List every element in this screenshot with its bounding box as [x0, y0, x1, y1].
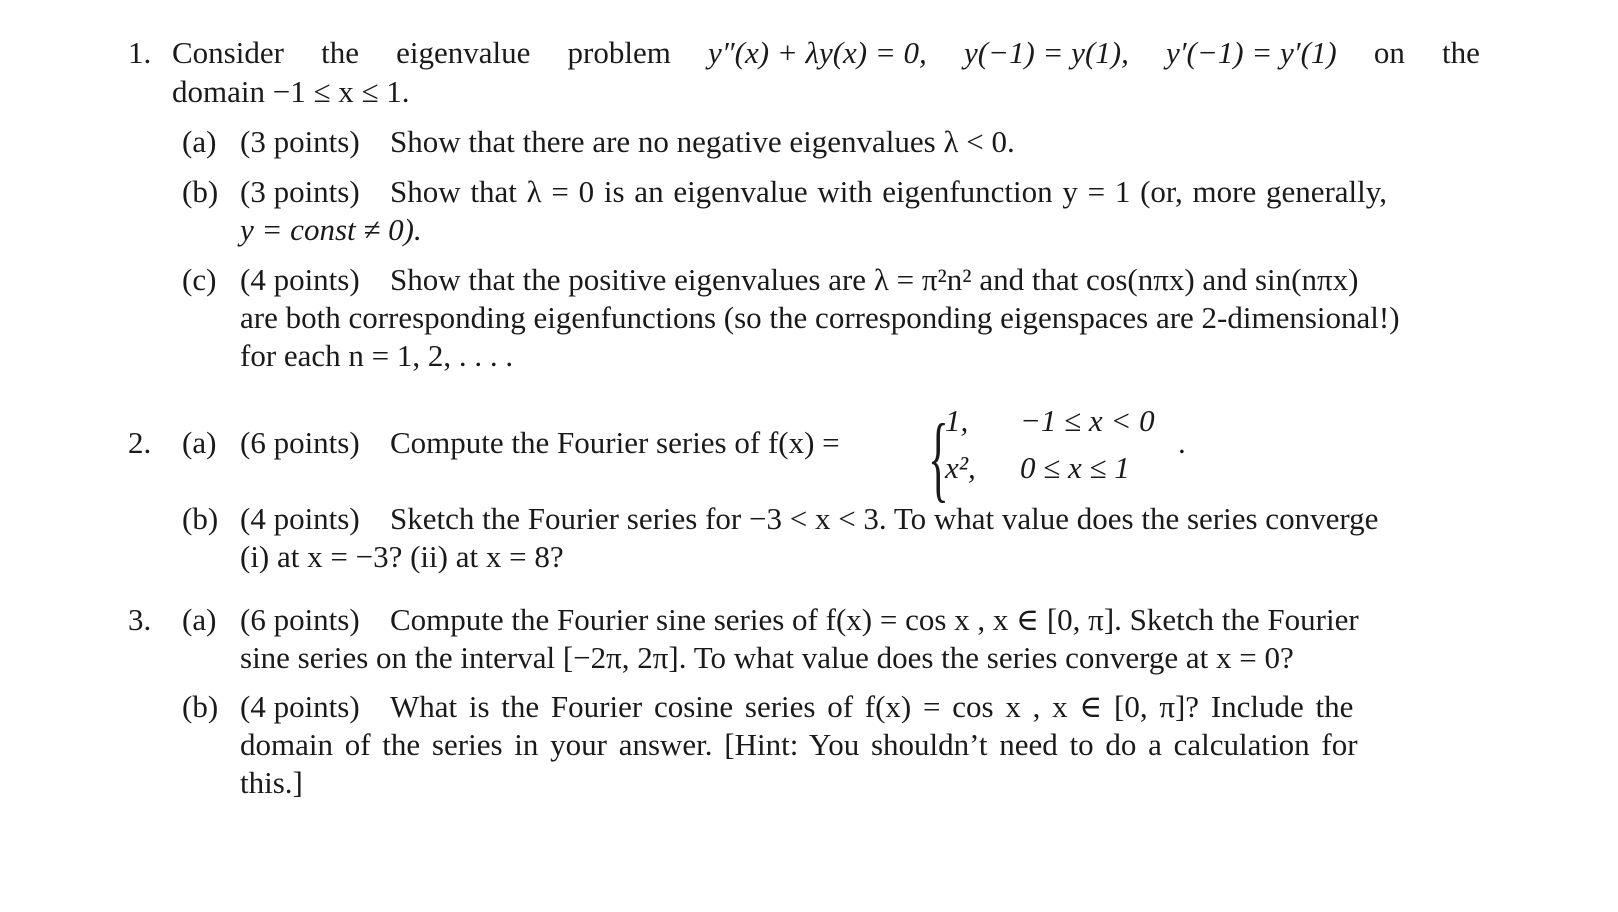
part-label: (c) [182, 262, 217, 297]
part-text-line: for each n = 1, 2, . . . . [240, 338, 514, 373]
part-points: (6 points) [240, 602, 360, 637]
left-brace-icon: { [928, 404, 949, 511]
piecewise-value: 1, [945, 403, 969, 438]
part-label: (a) [182, 602, 217, 637]
part-text-line: Show that there are no negative eigenvalues λ < 0. [390, 124, 1015, 159]
part-label: (a) [182, 124, 217, 159]
word: the [1442, 35, 1480, 70]
problem-number: 2. [128, 425, 152, 460]
word: Consider [172, 35, 284, 70]
part-label: (b) [182, 174, 219, 209]
part-text-line: Sketch the Fourier series for −3 < x < 3. To what value does the series converge [390, 501, 1379, 536]
word: eigenvalue [396, 35, 531, 70]
problem-number: 1. [128, 35, 152, 70]
part-label: (b) [182, 501, 219, 536]
part-text-line: (i) at x = −3? (ii) at x = 8? [240, 539, 564, 574]
part-text-line: What is the Fourier cosine series of f(x) = cos x , x ∈ [0, π]? Include the [390, 689, 1354, 724]
trailing-period: . [1178, 425, 1186, 460]
part-points: (4 points) [240, 689, 360, 724]
piecewise-condition: −1 ≤ x < 0 [1020, 403, 1155, 438]
part-text-line: domain of the series in your answer. [Hint: You shouldn’t need to do a calculation for [240, 727, 1358, 762]
math-ode: y″(x) + λy(x) = 0, [708, 35, 927, 70]
part-points: (4 points) [240, 501, 360, 536]
word: the [321, 35, 359, 70]
part-points: (3 points) [240, 174, 360, 209]
math-bc-2: y′(−1) = y′(1) [1166, 35, 1337, 70]
word: on [1373, 35, 1405, 70]
part-points: (4 points) [240, 262, 360, 297]
part-label: (b) [182, 689, 219, 724]
part-text-line: Compute the Fourier sine series of f(x) = cos x , x ∈ [0, π]. Sketch the Fourier [390, 602, 1359, 637]
part-text-line: Compute the Fourier series of f(x) = [390, 425, 840, 460]
word: problem [567, 35, 671, 70]
piecewise-condition: 0 ≤ x ≤ 1 [1020, 450, 1130, 485]
problem-1-intro-line-2: domain −1 ≤ x ≤ 1. [172, 74, 410, 109]
part-text-line: sine series on the interval [−2π, 2π]. To what value does the series converge at x = 0? [240, 640, 1294, 675]
part-text-line: this.] [240, 765, 303, 800]
part-text-line: Show that the positive eigenvalues are λ = π²n² and that cos(nπx) and sin(nπx) [390, 262, 1359, 297]
math-bc-1: y(−1) = y(1), [963, 35, 1129, 70]
part-text-line: Show that λ = 0 is an eigenvalue with eigenfunction y = 1 (or, more generally, [390, 174, 1388, 209]
part-text-line: are both corresponding eigenfunctions (so the corresponding eigenspaces are 2-dimensional!) [240, 300, 1400, 335]
piecewise-value: x², [945, 450, 976, 485]
part-label: (a) [182, 425, 217, 460]
problem-1-intro-line-1 [172, 37, 1480, 68]
part-text-line: y = const ≠ 0). [240, 212, 422, 247]
problem-number: 3. [128, 602, 152, 637]
part-points: (3 points) [240, 124, 360, 159]
part-points: (6 points) [240, 425, 360, 460]
